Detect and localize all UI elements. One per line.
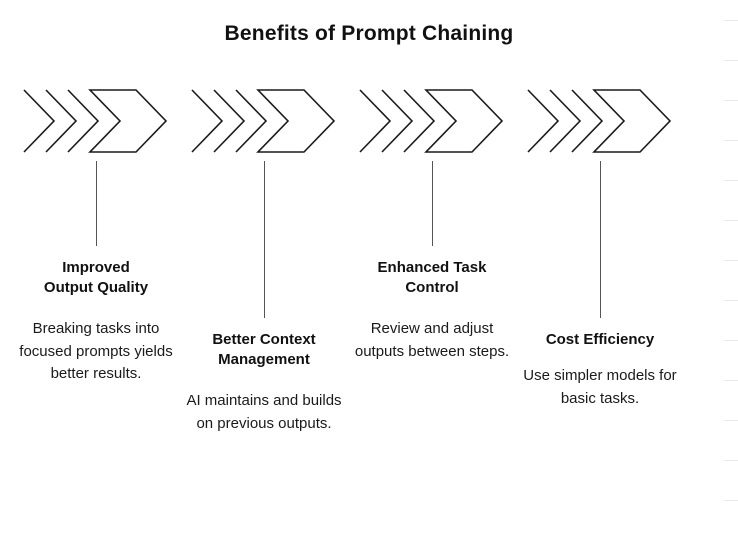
- connector-line: [264, 161, 265, 318]
- chevrons-right-icon: [512, 88, 688, 154]
- column-label: Enhanced Task Control: [377, 259, 487, 297]
- connector-line: [600, 161, 601, 318]
- column-label: Cost Efficiency: [545, 331, 655, 348]
- page-edge-marks: [724, 0, 738, 553]
- chevrons-right-icon: [8, 88, 184, 154]
- connector-line: [96, 161, 97, 246]
- column-description: Review and adjust outputs between steps.: [354, 320, 510, 360]
- chevrons-right-icon: [344, 88, 520, 154]
- column-label: Better Context Management: [212, 331, 316, 369]
- column-label: Improved Output Quality: [43, 259, 149, 297]
- page-title: Benefits of Prompt Chaining: [224, 22, 514, 45]
- column-description: AI maintains and builds on previous outputs.: [186, 392, 342, 432]
- column-description: Use simpler models for basic tasks.: [523, 367, 677, 407]
- chevrons-right-icon: [176, 88, 352, 154]
- column-description: Breaking tasks into focused prompts yields better results.: [19, 320, 173, 382]
- connector-line: [432, 161, 433, 246]
